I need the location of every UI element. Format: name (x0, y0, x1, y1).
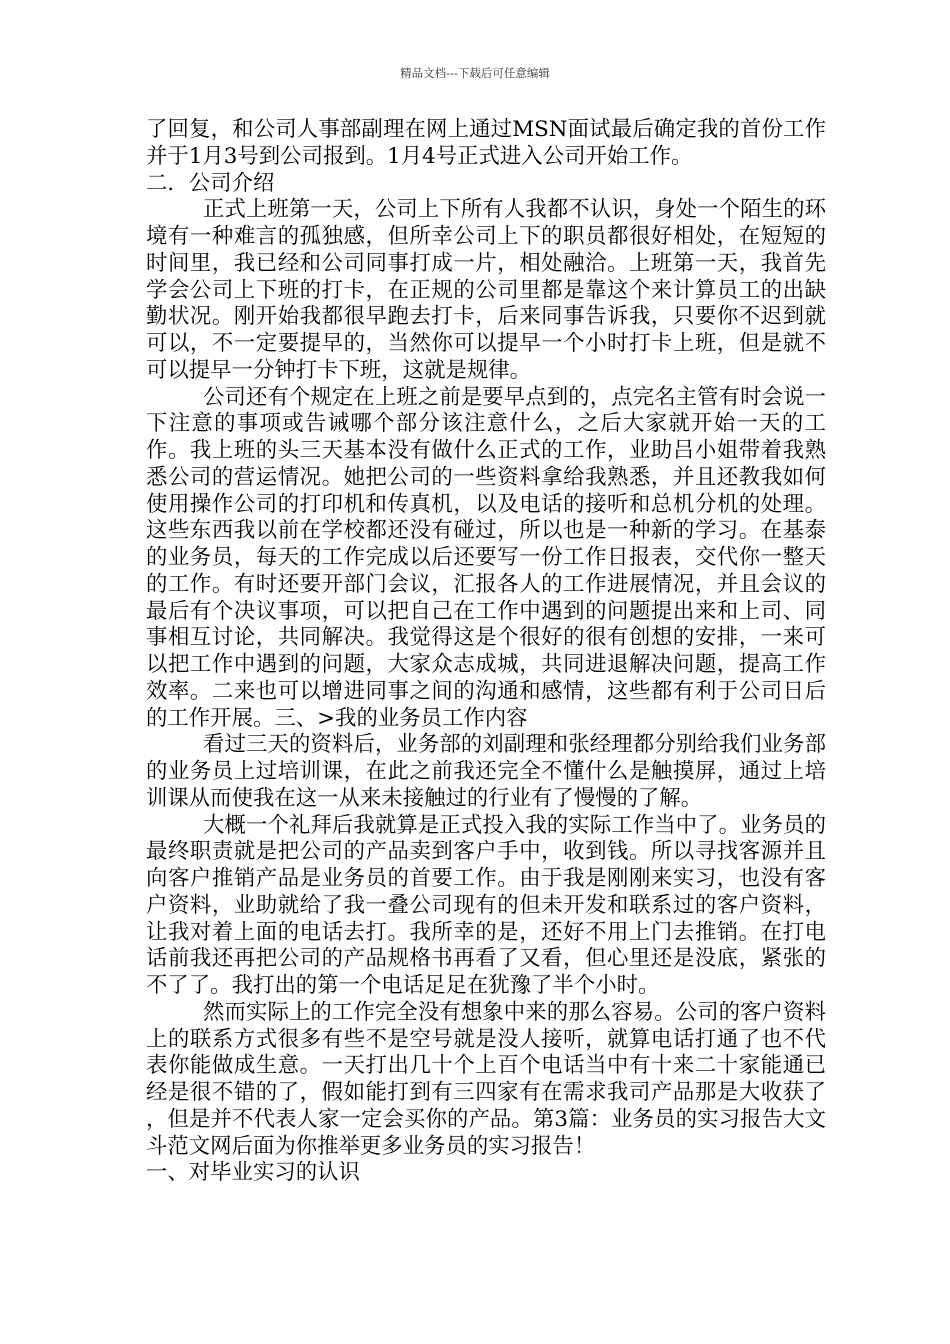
paragraph-continuation: 了回复，和公司人事部副理在网上通过MSN面试最后确定我的首份工作并于1月3号到公司报到。1月4号正式进入公司开始工作。 (146, 117, 826, 169)
document-body (146, 117, 826, 1187)
paragraph-actual-work: 大概一个礼拜后我就算是正式投入我的实际工作当中了。业务员的最终职责就是把公司的产品卖到客户手中，收到钱。所以寻找客源并且向客户推销产品是业务员的首要工作。由于我是刚刚来实习，也没有客户资料，业助就给了我一叠公司现有的但未开发和联系过的客户资料，让我对着上面的电话去打。我所幸的是，还好不用上门去推销。在打电话前我还再把公司的产品规格书再看了又看，但心里还是没底，紧张的不了了。我打出的第一个电话足足在犹豫了半个小时。 (146, 812, 826, 998)
paragraph-reality: 然而实际上的工作完全没有想象中来的那么容易。公司的客户资料上的联系方式很多有些不是空号就是没人接听，就算电话打通了也不代表你能做成生意。一天打出几十个上百个电话当中有十来二十家能通已经是很不错的了，假如能打到有三四家有在需求我司产品那是大收获了 ，但是并不代表人家一定会买你的产品。第3篇：业务员的实习报告大文斗范文网后面为你推举更多业务员的实习报告！ (146, 999, 826, 1159)
paragraph-company-rules: 公司还有个规定在上班之前是要早点到的，点完名主管有时会说一下注意的事项或告诫哪个部分该注意什么，之后大家就开始一天的工作。我上班的头三天基本没有做什么正式的工作，业助吕小姐带着我熟悉公司的营运情况。她把公司的一些资料拿给我熟悉，并且还教我如何使用操作公司的打印机和传真机，以及电话的接听和总机分机的处理。这些东西我以前在学校都还没有碰过，所以也是一种新的学习。在基泰的业务员，每天的工作完成以后还要写一份工作日报表，交代你一整天的工作。有时还要开部门会议，汇报各人的工作进展情况，并且会议的最后有个决议事项，可以把自己在工作中遇到的问题提出来和上司、同事相互讨论，共同解决。我觉得这是个很好的很有创想的安排，一来可以把工作中遇到的问题，大家众志成城，共同进退解决问题，提高工作效率。二来也可以增进同事之间的沟通和感情，这些都有利于公司日后的工作开展。三、>我的业务员工作内容 (146, 384, 826, 731)
section-heading-internship-understanding: 一、对毕业实习的认识 (146, 1160, 360, 1186)
paragraph-training: 看过三天的资料后，业务部的刘副理和张经理都分别给我们业务部的业务员上过培训课，在此之前我还完全不懂什么是触摸屏，通过上培训课从而使我在这一从来未接触过的行业有了慢慢的了解。 (146, 732, 826, 811)
section-heading-company-intro: 二．公司介绍 (146, 170, 275, 196)
paragraph-first-day: 正式上班第一天，公司上下所有人我都不认识，身处一个陌生的环境有一种难言的孤独感，但所幸公司上下的职员都很好相处，在短短的时间里，我已经和公司同事打成一片，相处融洽。上班第一天，我首先学会公司上下班的打卡，在正规的公司里都是靠这个来计算员工的出缺勤状况。刚开始我都很早跑去打卡，后来同事告诉我，只要你不迟到就可以，不一定要提早的，当然你可以提早一个小时打卡上班，但是就不可以提早一分钟打卡下班，这就是规律。 (146, 197, 826, 383)
page-header: 精品文档---下载后可任意编辑 (400, 66, 550, 80)
